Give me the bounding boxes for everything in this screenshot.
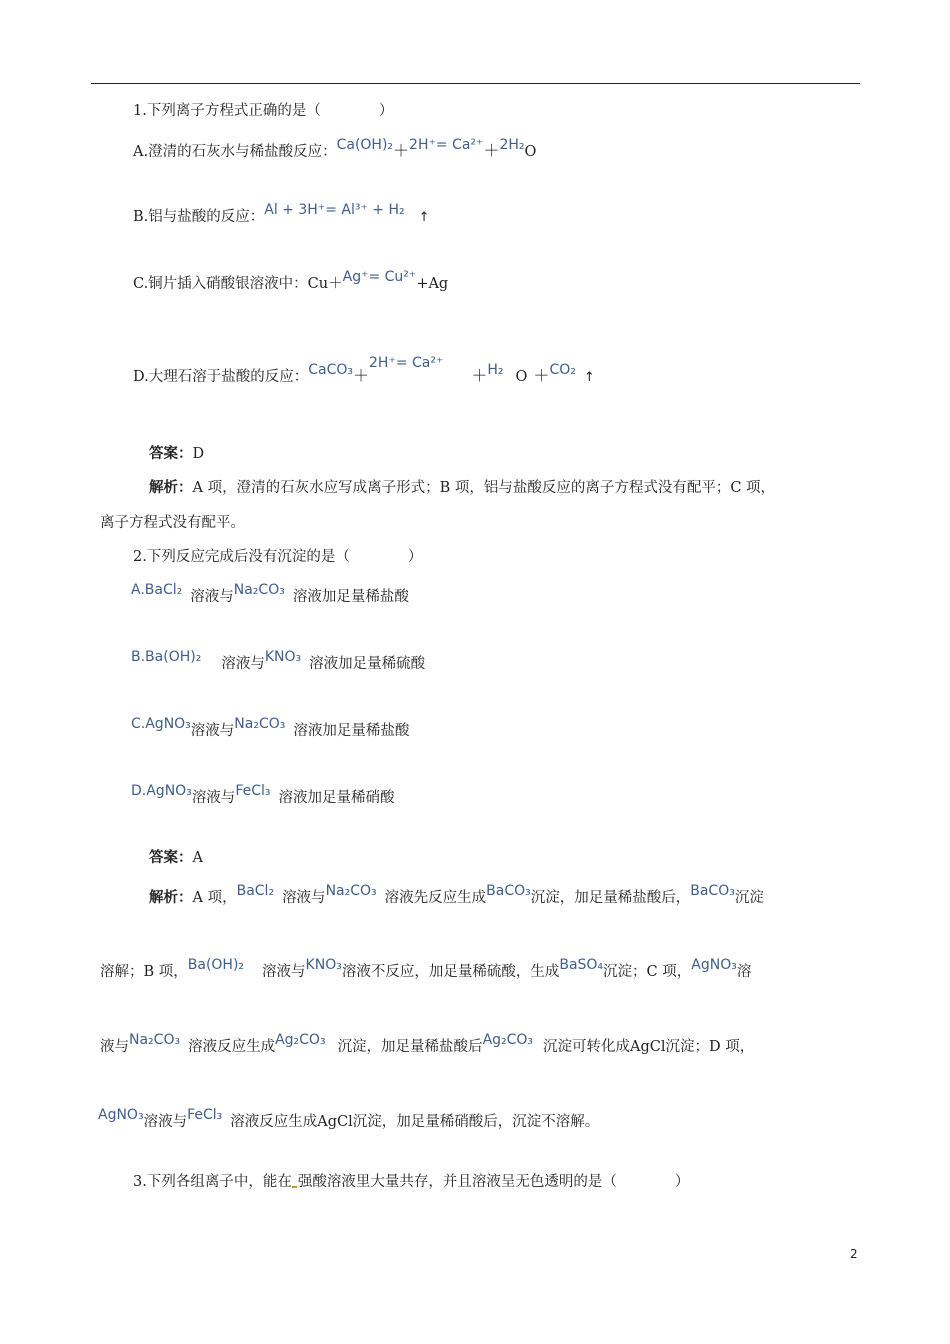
answer-value: A [192, 850, 203, 866]
ink-mark [292, 1186, 297, 1188]
q2-answer [149, 848, 203, 868]
formula: BaCO₃ [486, 883, 531, 899]
option-text: 溶液加足量稀硫酸 [309, 656, 426, 672]
formula: CO₂ [549, 362, 576, 378]
formula: Na₂CO₃ [233, 582, 285, 598]
q1-option-c-label: C.铜片插入硝酸银溶液中：Cu＋ [133, 276, 343, 292]
up-arrow-icon: ↑ [583, 370, 595, 385]
formula: B.Ba(OH)₂ [131, 649, 202, 665]
q2-explanation-line-2 [100, 957, 752, 982]
formula: H₂ [487, 362, 504, 378]
formula: Na₂CO₃ [129, 1032, 181, 1048]
answer-label: 答案： [149, 445, 193, 462]
q1-option-a [133, 137, 537, 162]
formula: KNO₃ [264, 649, 302, 665]
q2-option-b [131, 649, 426, 674]
option-text: 溶液与 [190, 723, 235, 739]
formula: AgNO₃ [98, 1107, 144, 1123]
q2-option-a [131, 582, 409, 607]
explanation-label: 解析： [149, 889, 193, 906]
formula: AgNO₃ [691, 957, 737, 973]
formula: D.AgNO₃ [131, 783, 192, 799]
formula: Na₂CO₃ [234, 716, 286, 732]
formula: 2H⁺= Ca²⁺ [369, 355, 444, 371]
formula-tail: O [515, 369, 528, 385]
q2-explanation-line-4 [98, 1107, 600, 1132]
formula: CaCO₃ [308, 362, 353, 378]
q1-answer [149, 444, 204, 464]
option-text: 溶液加足量稀盐酸 [292, 589, 409, 605]
up-arrow-icon: ↑ [418, 210, 430, 225]
explanation-text: 溶液反应生成AgCl沉淀，加足量稀硝酸后，沉淀不溶解。 [230, 1114, 600, 1130]
explanation-text: 沉淀，加足量稀盐酸后， [530, 890, 691, 906]
explanation-text: A 项， [192, 890, 237, 906]
explanation-text: 溶解；B 项， [100, 964, 188, 980]
formula: C.AgNO₃ [131, 716, 191, 732]
formula: 2H⁺= Ca²⁺ [409, 137, 484, 153]
option-text: 溶液与 [190, 589, 234, 605]
option-text: 溶液与 [191, 790, 236, 806]
q2-explanation-line-3 [100, 1032, 755, 1057]
q1-option-b-label: B.铝与盐酸的反应： [133, 209, 265, 225]
question-3-text: 3.下列各组离子中，能在 [133, 1174, 292, 1190]
q2-option-c [131, 716, 410, 741]
explanation-text: 溶液不反应，加足量稀硫酸，生成 [341, 964, 560, 980]
formula: KNO₃ [305, 957, 342, 973]
explanation-text: 沉淀；C 项， [603, 964, 692, 980]
plus-sign: ＋ [393, 141, 410, 160]
explanation-text: A 项，澄清的石灰水应写成离子形式；B 项，铝与盐酸反应的离子方程式没有配平；C 项， [192, 480, 776, 496]
q1-option-b [133, 202, 430, 228]
formula: Ca(OH)₂ [336, 137, 394, 153]
answer-label: 答案： [149, 849, 193, 866]
formula: Ba(OH)₂ [187, 957, 245, 973]
answer-value: D [192, 446, 205, 462]
explanation-text: 溶 [736, 964, 752, 980]
q1-option-c [133, 269, 449, 294]
page-number: 2 [850, 1247, 858, 1261]
formula-tail: O [524, 144, 537, 160]
formula: Al + 3H⁺= Al³⁺ + H₂ [264, 202, 405, 218]
plus-sign: ＋ [533, 366, 550, 385]
explanation-text: 溶液与 [282, 890, 326, 906]
q1-option-a-label: A.澄清的石灰水与稀盐酸反应： [133, 144, 337, 160]
q1-explanation-line-1 [149, 478, 775, 498]
formula: BaCO₃ [690, 883, 735, 899]
explanation-text: 沉淀，加足量稀盐酸后 [337, 1039, 483, 1055]
plus-sign: ＋ [352, 366, 369, 385]
question-1-stem: 1.下列离子方程式正确的是（ ） [133, 103, 394, 119]
formula: Ag₂CO₃ [482, 1032, 534, 1048]
explanation-text: 溶液反应生成 [188, 1039, 276, 1055]
explanation-text: 液与 [100, 1039, 129, 1055]
option-text: 溶液与 [221, 656, 265, 672]
question-2-stem: 2.下列反应完成后没有沉淀的是（ ） [133, 549, 423, 565]
option-text: 溶液加足量稀硝酸 [278, 790, 395, 806]
question-3-text: 强酸溶液里大量共存，并且溶液呈无色透明的是（ ） [297, 1174, 690, 1190]
explanation-text: 溶液与 [262, 964, 306, 980]
formula: 2H₂ [499, 137, 525, 153]
formula: FeCl₃ [187, 1107, 223, 1123]
option-text: 溶液加足量稀盐酸 [293, 723, 410, 739]
q2-explanation-line-1 [149, 883, 764, 908]
formula: FeCl₃ [235, 783, 271, 799]
formula-tail: +Ag [416, 276, 449, 292]
question-3-stem [133, 1172, 689, 1192]
formula: BaCl₂ [236, 883, 275, 899]
explanation-label: 解析： [149, 479, 193, 496]
q1-option-d [133, 355, 595, 388]
q2-option-d [131, 783, 395, 808]
q1-option-d-label: D.大理石溶于盐酸的反应： [133, 369, 309, 385]
q1-explanation-line-2: 离子方程式没有配平。 [100, 515, 245, 531]
plus-sign: ＋ [483, 141, 500, 160]
explanation-text: 溶液与 [143, 1114, 188, 1130]
formula: Ag⁺= Cu²⁺ [342, 269, 417, 285]
plus-sign: ＋ [471, 366, 488, 385]
explanation-text: 沉淀 [734, 890, 764, 906]
explanation-text: 沉淀可转化成AgCl沉淀；D 项， [543, 1039, 755, 1055]
formula: A.BaCl₂ [131, 582, 183, 598]
explanation-text: 溶液先反应生成 [384, 890, 487, 906]
formula: Ag₂CO₃ [275, 1032, 326, 1048]
formula: Na₂CO₃ [325, 883, 377, 899]
formula: BaSO₄ [559, 957, 604, 973]
header-rule [91, 83, 860, 84]
